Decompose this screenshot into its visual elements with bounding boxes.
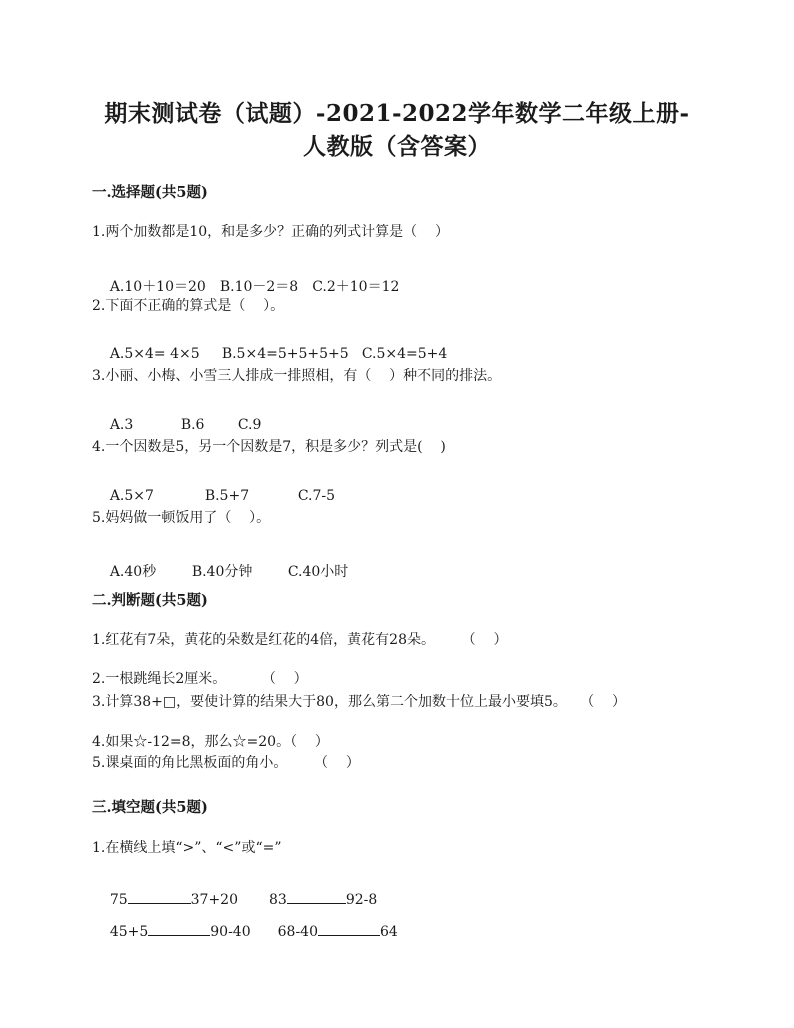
option-c: C.5×4=5+4: [361, 346, 448, 362]
document-title-line2: 人教版（含答案）: [303, 133, 491, 160]
judgment-question-1: 1.红花有7朵，黄花的朵数是红花的4倍，黄花有28朵。 （ ）: [92, 632, 508, 648]
answer-blank[interactable]: [128, 891, 191, 904]
option-c: C.7-5: [297, 488, 336, 504]
option-c: C.2＋10＝12: [312, 279, 400, 295]
option-a: A.5×7: [109, 488, 154, 504]
compare-left: 75: [109, 892, 128, 908]
section-heading-judgment: 二.判断题(共5题): [92, 592, 208, 609]
choice-question-5: 5.妈妈做一顿饭用了（ ）。: [92, 510, 271, 526]
option-b: B.40分钟: [191, 564, 253, 580]
section-heading-choice: 一.选择题(共5题): [92, 184, 208, 201]
choice-question-3: 3.小丽、小梅、小雪三人排成一排照相，有（ ）种不同的排法。: [92, 368, 502, 384]
compare-right: 37+20: [190, 892, 238, 908]
document-title-line1: 期末测试卷（试题）-2021-2022学年数学二年级上册-: [104, 100, 690, 127]
option-a: A.5×4= 4×5: [109, 346, 200, 362]
fill-question-1: 1.在横线上填“>”、“<”或“=”: [92, 840, 282, 856]
compare-right: 90-40: [210, 924, 251, 940]
compare-left: 45+5: [109, 924, 149, 940]
choice-question-2: 2.下面不正确的算式是（ ）。: [92, 298, 285, 314]
option-a: A.3: [109, 417, 134, 433]
answer-blank[interactable]: [148, 923, 210, 936]
compare-left: 83: [269, 892, 287, 908]
option-a: A.10＋10＝20: [109, 279, 206, 295]
option-c: C.40小时: [287, 564, 349, 580]
judgment-question-5: 5.课桌面的角比黑板面的角小。 （ ）: [92, 755, 360, 771]
choice-question-1: 1.两个加数都是10，和是多少？正确的列式计算是（ ）: [92, 224, 449, 240]
compare-row-2: [92, 907, 398, 956]
judgment-question-4: 4.如果☆-12=8，那么☆=20。（ ）: [92, 734, 329, 750]
section-heading-fill: 三.填空题(共5题): [92, 799, 208, 816]
compare-right: 92-8: [345, 892, 378, 908]
option-b: B.6: [180, 417, 205, 433]
compare-right: 64: [379, 924, 398, 940]
judgment-question-3: 3.计算38+□，要使计算的结果大于80，那么第二个加数十位上最小要填5。 （ ）: [92, 694, 627, 710]
answer-blank[interactable]: [318, 923, 380, 936]
compare-left: 68-40: [277, 924, 318, 940]
option-b: B.10－2＝8: [219, 279, 299, 295]
option-b: B.5+7: [204, 488, 250, 504]
answer-blank[interactable]: [287, 891, 346, 904]
option-b: B.5×4=5+5+5+5: [221, 346, 349, 362]
choice-question-4: 4.一个因数是5，另一个因数是7，积是多少？列式是( ): [92, 439, 446, 455]
option-c: C.9: [237, 417, 262, 433]
judgment-question-2: 2.一根跳绳长2厘米。 （ ）: [92, 671, 308, 687]
option-a: A.40秒: [109, 564, 157, 580]
